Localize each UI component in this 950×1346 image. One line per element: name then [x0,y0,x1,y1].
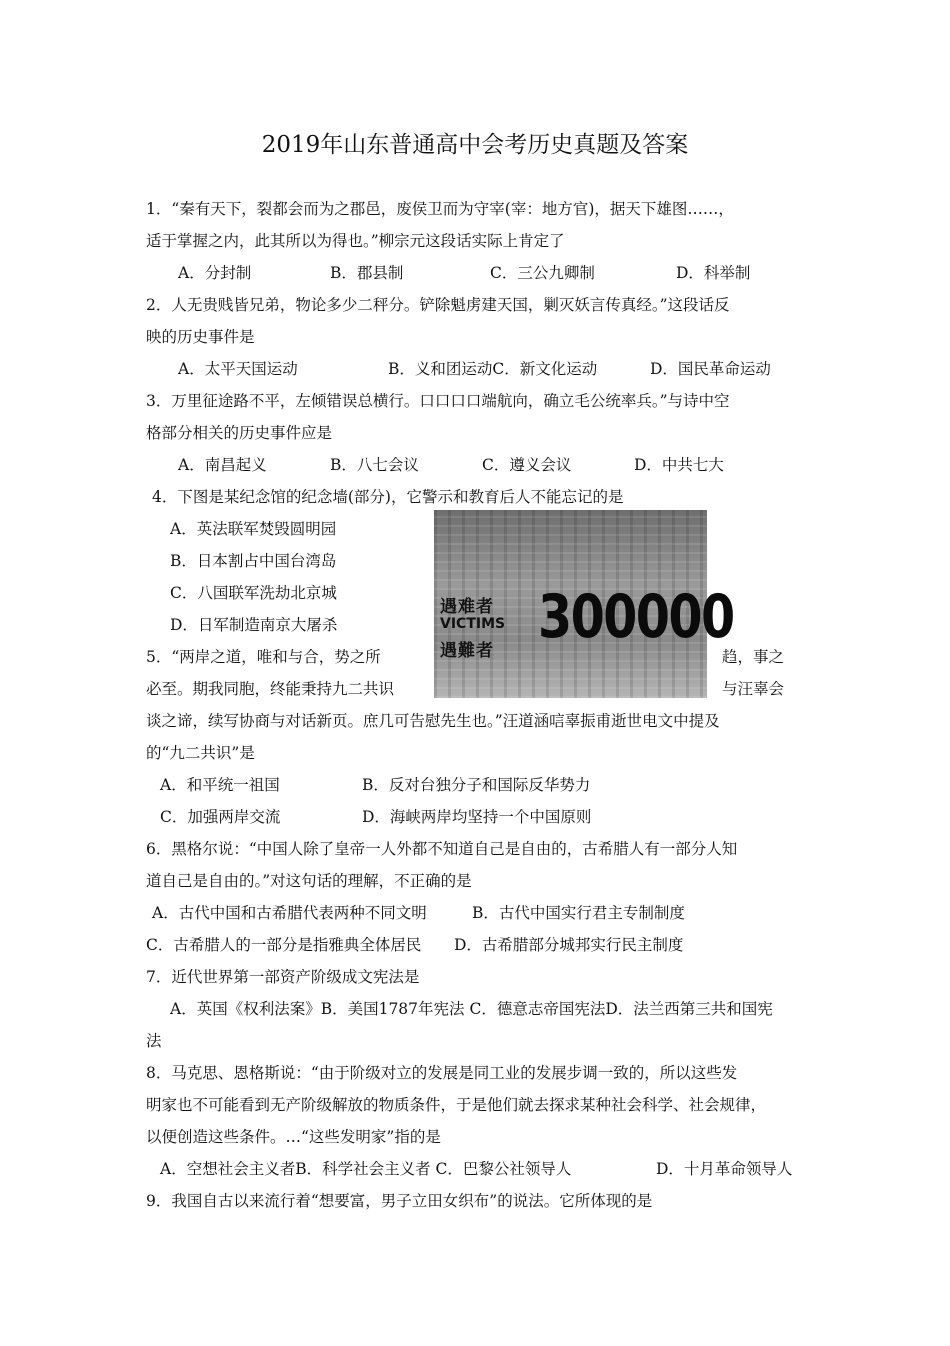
q6-option-a: A．古代中国和古希腊代表两种不同文明 [152,904,427,922]
q1-option-a: A．分封制 [178,264,252,282]
q4-option-a: A．英法联军焚毁圆明园 [170,520,337,538]
q5-option-b: B．反对台独分子和国际反华势力 [362,776,591,794]
q6-line2: 道自己是自由的。”对这句话的理解，不正确的是 [146,872,472,890]
q6-option-b: B．古代中国实行君主专制制度 [472,904,685,922]
q5-line1-left: 5．“两岸之道，唯和与合，势之所 [146,648,381,666]
q5-line3: 谈之谛，续写协商与对话新页。庶几可告慰先生也。”汪道涵唁辜振甫逝世电文中提及 [146,712,720,730]
q5-option-a: A．和平统一祖国 [160,776,280,794]
q8-line2: 明家也不可能看到无产阶级解放的物质条件，于是他们就去探求某种社会科学、社会规律， [146,1096,767,1114]
q8-line1: 8．马克思、恩格斯说：“由于阶级对立的发展是同工业的发展步调一致的，所以这些发 [146,1064,738,1082]
q1-line2: 适于掌握之内，此其所以为得也。”柳宗元这段话实际上肯定了 [146,232,565,250]
q6-line1: 6．黑格尔说：“中国人除了皇帝一人外都不知道自己是自由的，古希腊人有一部分人知 [146,840,738,858]
q1-line1: 1．“秦有天下，裂都会而为之郡邑，废侯卫而为守宰(宰：地方官)，据天下雄图……， [146,200,734,218]
q3-line2: 格部分相关的历史事件应是 [146,424,333,442]
q2-line2: 映的历史事件是 [146,328,255,346]
q5-line2-right: 与汪辜会 [722,680,785,698]
memorial-wall-photo [434,510,734,698]
q3-option-b: B．八七会议 [330,456,419,474]
q5-line4: 的“九二共识”是 [146,744,255,762]
q9-line1: 9．我国自古以来流行着“想要富，男子立田女织布”的说法。它所体现的是 [146,1192,653,1210]
q5-line2-left: 必至。期我同胞，终能秉持九二共识 [146,680,395,698]
q5-option-d: D．海峡两岸均坚持一个中国原则 [362,808,592,826]
q3-option-a: A．南昌起义 [178,456,267,474]
q1-option-c: C．三公九卿制 [490,264,595,282]
q5-option-c: C．加强两岸交流 [160,808,281,826]
q8-options-abc: A．空想社会主义者B．科学社会主义者 C．巴黎公社领导人 [160,1160,572,1178]
q3-option-c: C．遵义会议 [482,456,572,474]
q5-line1-right: 趋，事之 [722,648,785,666]
q2-option-a: A．太平天国运动 [178,360,298,378]
q2-option-d: D．国民革命运动 [650,360,771,378]
q4-option-d: D．日军制造南京大屠杀 [170,616,338,634]
q7-line1: 7．近代世界第一部资产阶级成文宪法是 [146,968,420,986]
q3-line1: 3．万里征途路不平，左倾错误总横行。口口口口端航向，确立毛公统率兵。”与诗中空 [146,392,730,410]
q2-line1: 2．人无贵贱皆兄弟，物论多少二秤分。铲除魁虏建天国，剿灭妖言传真经。”这段话反 [146,296,730,314]
q1-option-d: D．科举制 [676,264,751,282]
q8-option-d: D．十月革命领导人 [656,1160,793,1178]
photo-cn-label-top: 遇难者 [440,597,494,617]
q6-option-d: D．古希腊部分城邦实行民主制度 [454,936,684,954]
q1-option-b: B．郡县制 [330,264,404,282]
page-title: 2019年山东普通高中会考历史真题及答案 [261,132,689,158]
photo-en-label: VICTIMS [440,616,506,632]
q3-option-d: D．中共七大 [634,456,724,474]
q7-options-cont: 法 [146,1032,162,1050]
q6-option-c: C．古希腊人的一部分是指雅典全体居民 [146,936,422,954]
photo-victims-number: 300000 [538,582,734,652]
q4-line1: 4．下图是某纪念馆的纪念墙(部分)，它警示和教育后人不能忘记的是 [152,488,624,506]
q8-line3: 以便创造这些条件。…“这些发明家”指的是 [146,1128,441,1146]
q4-option-b: B．日本割占中国台湾岛 [170,552,337,570]
q4-option-c: C．八国联军洗劫北京城 [170,584,337,602]
photo-cn-label-bottom: 遇難者 [440,641,494,661]
q2-option-bc: B．义和团运动C．新文化运动 [388,360,598,378]
q7-options: A．英国《权利法案》B．美国1787年宪法 C．德意志帝国宪法D．法兰西第三共和国宪 [170,1000,773,1018]
